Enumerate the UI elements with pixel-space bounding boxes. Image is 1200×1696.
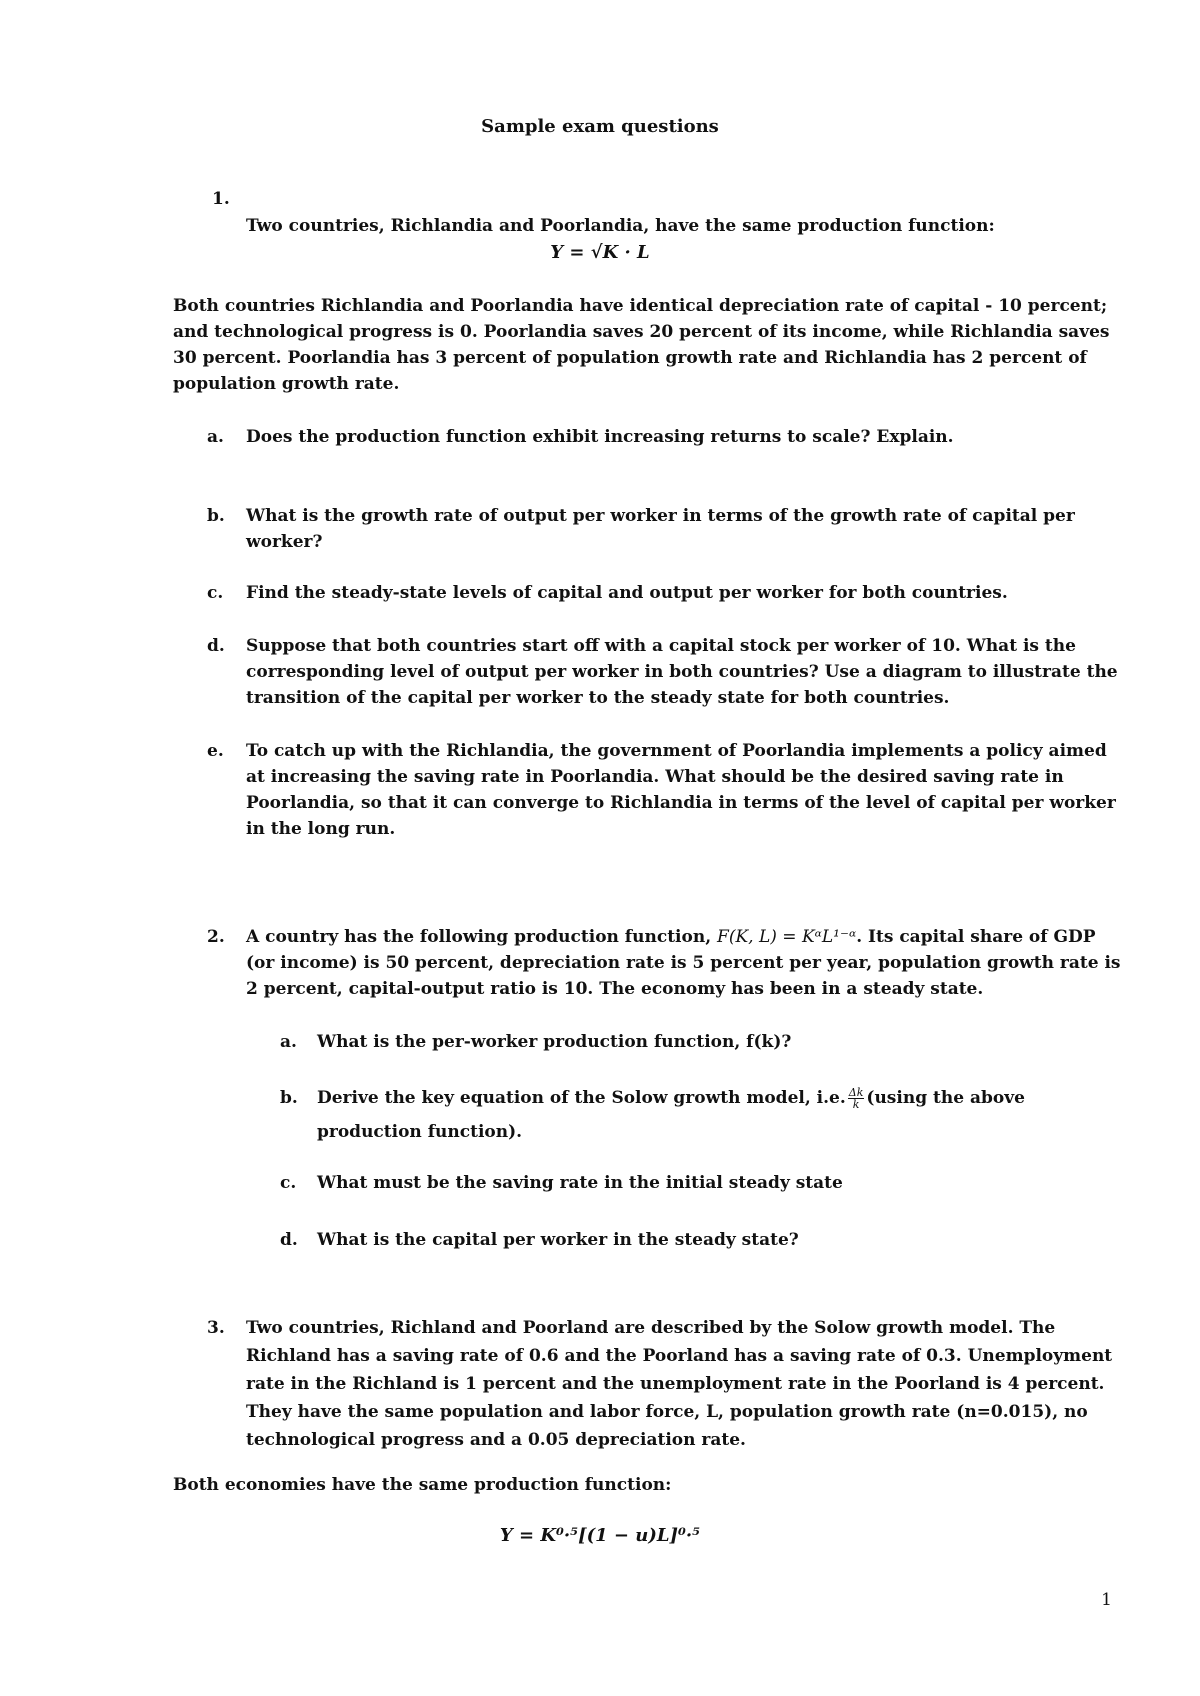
q1-item-d-line-3: transition of the capital per worker to the steady state for both countries. (246, 688, 950, 708)
q1-item-c-text: Find the steady-state levels of capital and output per worker for both countries. (246, 583, 1008, 603)
q1-item-d-line-1: Suppose that both countries start off with a capital stock per worker of 10. What is the (246, 636, 1076, 656)
q2-item-d-text: What is the capital per worker in the steady state? (317, 1230, 799, 1250)
q1-item-b-line-2: worker? (246, 532, 323, 552)
q1-item-e-line-3: Poorlandia, so that it can converge to Richlandia in terms of the level of capital per worker (246, 793, 1116, 813)
q2-line-2: (or income) is 50 percent, depreciation rate is 5 percent per year, population growth rate is (246, 953, 1121, 973)
q1-item-e-line-1: To catch up with the Richlandia, the government of Poorlandia implements a policy aimed (246, 741, 1107, 761)
q1-item-a-label: a. (207, 427, 224, 447)
q1-item-d-label: d. (207, 636, 225, 656)
q3-equation: Y = K⁰·⁵[(1 − u)L]⁰·⁵ (499, 1525, 701, 1546)
q3-line-3: rate in the Richland is 1 percent and the unemployment rate in the Poorland is 4 percent. (246, 1374, 1105, 1394)
q1-item-b-label: b. (207, 506, 225, 526)
q1-number: 1. (212, 189, 230, 209)
fraction-denominator: k (852, 1098, 860, 1111)
q2-delta-k-fraction (848, 1087, 865, 1110)
q2-line-1-text-b: . Its capital share of GDP (856, 927, 1096, 947)
q1-para-line-3: 30 percent. Poorlandia has 3 percent of population growth rate and Richlandia has 2 percent of (173, 348, 1087, 368)
q2-line-1-text-a: A country has the following production function, (246, 927, 718, 947)
q2-item-b-text-before: Derive the key equation of the Solow growth model, i.e. (317, 1088, 846, 1108)
page-number: 1 (1101, 1590, 1112, 1610)
q3-number: 3. (207, 1318, 225, 1338)
q2-item-c-label: c. (280, 1173, 297, 1193)
q1-para-line-1: Both countries Richlandia and Poorlandia have identical depreciation rate of capital - 10 percent; (173, 296, 1108, 316)
q1-item-b-line-1: What is the growth rate of output per worker in terms of the growth rate of capital per (246, 506, 1075, 526)
q2-item-b-text-after: (using the above (866, 1088, 1025, 1108)
q1-item-e-line-4: in the long run. (246, 819, 396, 839)
q2-number: 2. (207, 927, 225, 947)
q2-item-a-text: What is the per-worker production function, f(k)? (317, 1032, 792, 1052)
q3-line-1: Two countries, Richland and Poorland are described by the Solow growth model. The (246, 1318, 1056, 1338)
page-title: Sample exam questions (481, 116, 719, 137)
q2-line-3: 2 percent, capital-output ratio is 10. The economy has been in a steady state. (246, 979, 984, 999)
q2-item-b-line-2: production function). (317, 1122, 523, 1142)
q1-para-line-4: population growth rate. (173, 374, 400, 394)
q1-equation: Y = √K · L (550, 242, 650, 263)
q1-para-line-2: and technological progress is 0. Poorlandia saves 20 percent of its income, while Richlandia saves (173, 322, 1110, 342)
q3-line-5: technological progress and a 0.05 depreciation rate. (246, 1430, 746, 1450)
q1-item-e-line-2: at increasing the saving rate in Poorlandia. What should be the desired saving rate in (246, 767, 1064, 787)
fraction-numerator: Δk (848, 1086, 864, 1099)
q1-item-e-label: e. (207, 741, 224, 761)
q1-item-a-text: Does the production function exhibit increasing returns to scale? Explain. (246, 427, 954, 447)
q1-item-c-label: c. (207, 583, 224, 603)
q2-production-function: F(K, L) = KᵅL¹⁻ᵅ (717, 927, 857, 947)
q3-line-4: They have the same population and labor force, L, population growth rate (n=0.015), no (246, 1402, 1088, 1422)
q2-item-d-label: d. (280, 1230, 298, 1250)
q3-both-economies: Both economies have the same production function: (173, 1475, 672, 1495)
q2-item-c-text: What must be the saving rate in the initial steady state (317, 1173, 843, 1193)
q1-item-d-line-2: corresponding level of output per worker in both countries? Use a diagram to illustrate the (246, 662, 1118, 682)
q1-intro: Two countries, Richlandia and Poorlandia, have the same production function: (246, 216, 995, 236)
q2-item-b-line-1 (317, 1085, 1025, 1111)
q2-line-1 (246, 924, 1096, 950)
q2-item-a-label: a. (280, 1032, 297, 1052)
q2-item-b-label: b. (280, 1088, 298, 1108)
q3-line-2: Richland has a saving rate of 0.6 and the Poorland has a saving rate of 0.3. Unemployment (246, 1346, 1113, 1366)
